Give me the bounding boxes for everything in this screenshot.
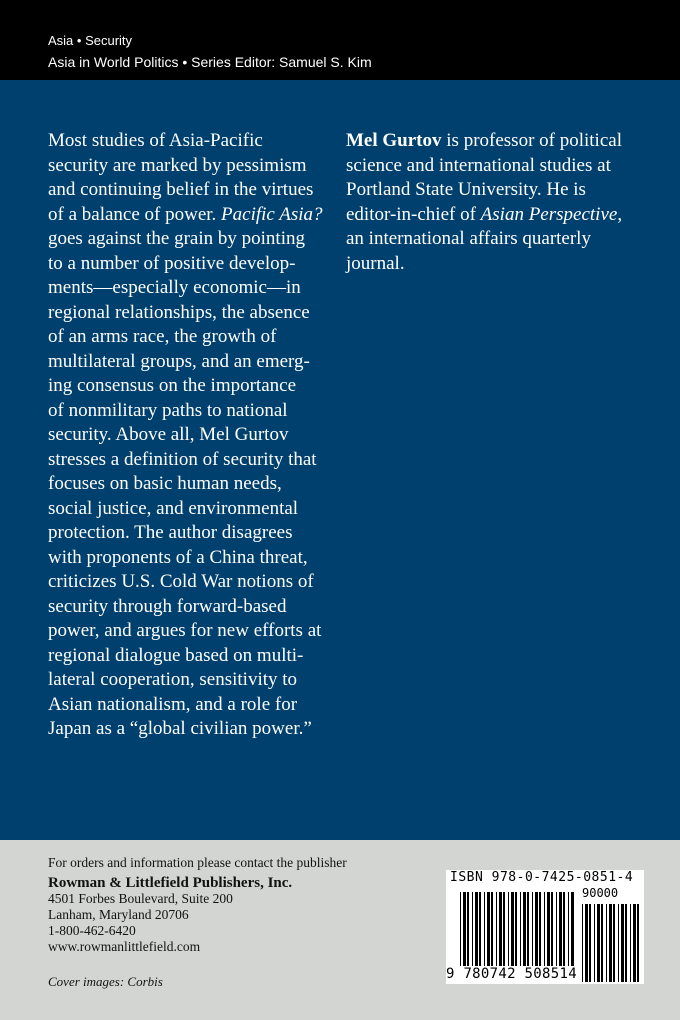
barcode-bar <box>508 892 509 966</box>
barcode-bar <box>460 892 461 966</box>
barcode-bar <box>559 892 562 966</box>
publisher-address-1: 4501 Forbes Boulevard, Suite 200 <box>48 891 233 906</box>
barcode-bar <box>479 892 481 966</box>
barcode-bar <box>484 892 485 966</box>
barcode-bar <box>625 904 627 982</box>
cover-credit: Cover images: Corbis <box>48 974 163 989</box>
barcode-bar <box>630 904 631 982</box>
description-line: stresses a definition of security that <box>48 448 317 470</box>
barcode-bar <box>556 892 557 966</box>
publisher-website: www.rowmanlittlefield.com <box>48 939 201 954</box>
description-line: lateral cooperation, sensitivity to <box>48 669 298 690</box>
barcode-bar <box>547 892 550 966</box>
description-line: and continuing belief in the virtues <box>48 179 314 200</box>
description-line: Japan as a “global civilian power.” <box>48 718 312 739</box>
description-line: criticizes U.S. Cold War notions of <box>48 571 314 592</box>
barcode-bar <box>491 892 493 966</box>
bio-line: an international affairs quarterly <box>346 228 591 249</box>
bio-line: journal. <box>346 252 405 274</box>
barcode-bar <box>568 892 569 966</box>
description-line: social justice, and environmental <box>48 497 299 519</box>
series-info: Asia in World Politics • Series Editor: Samuel S. Kim <box>48 54 372 70</box>
description-line: with proponents of a China threat, <box>48 546 308 568</box>
description-line: protection. The author disagrees <box>48 522 293 543</box>
barcode-bar <box>532 892 533 966</box>
description-line: ments—especially economic—in <box>48 277 301 298</box>
author-bio <box>346 129 646 276</box>
barcode-bar <box>515 892 517 966</box>
barcode-bar <box>472 892 473 966</box>
ean-digits: 9 780742 508514 <box>446 966 577 982</box>
publisher-name: Rowman & Littlefield Publishers, Inc. <box>48 875 293 891</box>
barcode-bar <box>487 892 490 966</box>
barcode-bar <box>637 904 639 982</box>
barcode-bar <box>535 892 538 966</box>
barcode-bar <box>520 892 521 966</box>
barcode-bar <box>503 892 505 966</box>
barcode-bar <box>613 904 615 982</box>
barcode-bar <box>633 904 636 982</box>
book-description <box>48 129 323 742</box>
barcode-bar <box>527 892 529 966</box>
description-line: security. Above all, Mel Gurtov <box>48 424 289 445</box>
barcode-bar <box>475 892 478 966</box>
barcode-bar <box>606 904 607 982</box>
barcode-bar <box>589 904 591 982</box>
description-line: Most studies of Asia-Pacific <box>48 130 263 151</box>
barcode-bar <box>496 892 497 966</box>
description-line: power, and argues for new efforts at <box>48 620 322 641</box>
barcode-bar <box>618 904 619 982</box>
description-line: of an arms race, the growth of <box>48 326 277 347</box>
description-line: to a number of positive develop- <box>48 252 296 274</box>
isbn-barcode <box>446 870 644 984</box>
description-line: of nonmilitary paths to national <box>48 399 288 421</box>
publisher-contact <box>48 855 347 955</box>
bio-line: Portland State University. He is <box>346 179 586 200</box>
description-line: regional dialogue based on multi- <box>48 644 304 666</box>
barcode-bar <box>585 904 588 982</box>
barcode-bar <box>499 892 502 966</box>
barcode-bar <box>563 892 565 966</box>
isbn-number: ISBN 978-0-7425-0851-4 <box>450 870 634 885</box>
description-line: security are marked by pessimism <box>48 154 307 176</box>
description-line: goes against the grain by pointing <box>48 228 305 249</box>
publisher-panel <box>0 840 680 1020</box>
barcode-bar <box>511 892 514 966</box>
bio-line: science and international studies at <box>346 154 611 176</box>
publisher-phone: 1-800-462-6420 <box>48 923 136 938</box>
subject-categories: Asia • Security <box>48 33 133 48</box>
description-line: ing consensus on the importance <box>48 375 297 396</box>
barcode-bar <box>467 892 469 966</box>
barcode-bar <box>571 892 574 966</box>
barcode-bar <box>621 904 624 982</box>
publisher-address-2: Lanham, Maryland 20706 <box>48 907 189 922</box>
author-name: Mel Gurtov <box>346 130 442 151</box>
barcode-bar <box>609 904 612 982</box>
bio-line: Mel Gurtov is professor of political <box>346 130 622 151</box>
book-title: Pacific Asia? <box>221 203 323 225</box>
barcode-bar <box>539 892 541 966</box>
barcode-bar <box>594 904 595 982</box>
journal-title: Asian Perspective <box>480 203 618 225</box>
bio-line: editor-in-chief of Asian Perspective, <box>346 203 623 225</box>
description-line: regional relationships, the absence <box>48 301 310 323</box>
description-line: Asian nationalism, and a role for <box>48 693 298 715</box>
description-line: focuses on basic human needs, <box>48 473 282 494</box>
series-header <box>0 0 680 80</box>
description-line: multilateral groups, and an emerg- <box>48 350 310 372</box>
barcode-bar <box>523 892 526 966</box>
barcode-bar <box>601 904 603 982</box>
description-line: of a balance of power. Pacific Asia? <box>48 203 323 225</box>
barcode-bar <box>597 904 600 982</box>
barcode-bar <box>551 892 553 966</box>
description-line: security through forward-based <box>48 595 287 617</box>
barcode-bar <box>582 904 583 982</box>
blurb-panel <box>0 80 680 840</box>
order-intro: For orders and information please contact the publisher <box>48 855 347 870</box>
barcode-bar <box>463 892 466 966</box>
price-addon-code: 90000 <box>582 886 619 900</box>
barcode-bar <box>544 892 545 966</box>
